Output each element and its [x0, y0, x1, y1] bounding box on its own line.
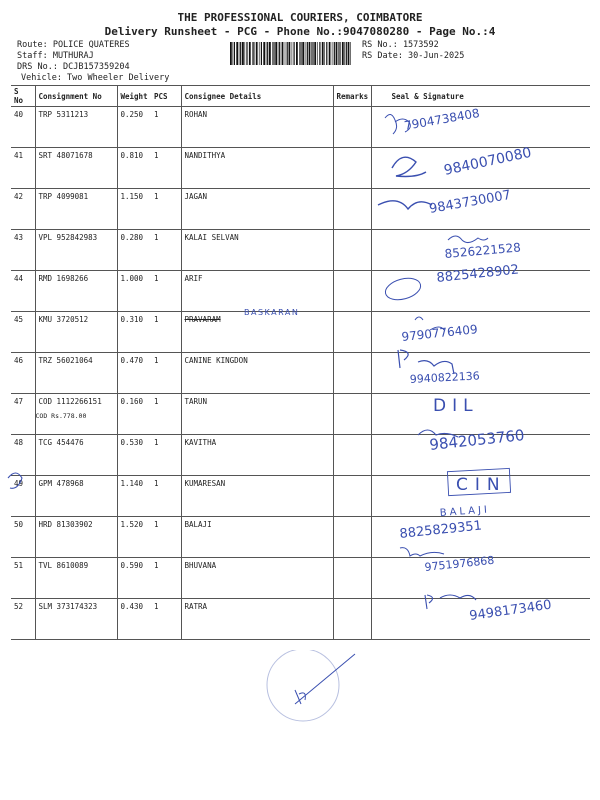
row-consignee — [181, 107, 333, 148]
row-seal-signature — [371, 353, 590, 394]
handwritten-phone: 9790776409 — [400, 322, 479, 344]
row-pcs-text: 1 — [154, 233, 159, 242]
row-remarks — [333, 476, 371, 517]
row-consignee — [181, 558, 333, 599]
row-sno — [11, 189, 35, 230]
row-sno — [11, 148, 35, 189]
handwritten-phone: 8526221528 — [444, 240, 522, 261]
row-consignee — [181, 435, 333, 476]
row-consignee-text: KALAI SELVAN — [184, 233, 239, 242]
table-row — [11, 189, 590, 230]
row-sno-text: 52 — [14, 602, 24, 611]
row-weight — [117, 107, 151, 148]
row-pcs-text: 1 — [154, 274, 159, 283]
handwritten-name: BALAJI — [439, 504, 491, 519]
row-consignment-no-text: VPL 952842983 — [38, 233, 98, 242]
table-row — [11, 353, 590, 394]
row-seal-signature — [371, 435, 590, 476]
row-consignment-no-text: TRZ 56021064 — [38, 356, 93, 365]
row-weight-text: 0.280 — [120, 233, 144, 242]
row-sno — [11, 435, 35, 476]
route-label: Route: POLICE QUATERES — [17, 40, 130, 50]
row-consignee-text: BHUVANA — [184, 561, 217, 570]
row-sno — [11, 230, 35, 271]
table-row — [11, 599, 590, 640]
seal-signature-stroke — [295, 654, 355, 704]
row-weight — [117, 312, 151, 353]
row-remarks — [333, 189, 371, 230]
row-remarks — [333, 312, 371, 353]
table-row — [11, 230, 590, 271]
row-consignee-text: TARUN — [184, 397, 208, 406]
row-remarks — [333, 517, 371, 558]
runsheet-table — [11, 85, 590, 640]
row-consignment-no-text: GPM 478968 — [38, 479, 84, 488]
row-consignee — [181, 312, 333, 353]
rs-number: RS No.: 1573592 — [362, 40, 439, 50]
row-weight — [117, 476, 151, 517]
row-sno-text: 47 — [14, 397, 24, 406]
row-weight — [117, 435, 151, 476]
row-weight-text: 0.810 — [120, 151, 144, 160]
handwritten-phone: 7904738408 — [403, 105, 481, 133]
row-pcs-text: 1 — [154, 479, 159, 488]
row-consignee-text: ROHAN — [184, 110, 208, 119]
row-pcs — [151, 271, 181, 312]
row-pcs — [151, 599, 181, 640]
row-weight — [117, 517, 151, 558]
row-weight — [117, 230, 151, 271]
row-consignment-no-text: TRP 4099081 — [38, 192, 89, 201]
row-consignee — [181, 148, 333, 189]
row-weight-text: 1.150 — [120, 192, 144, 201]
row-consignee — [181, 394, 333, 435]
row-consignment-no — [35, 517, 117, 558]
row-pcs-text: 1 — [154, 602, 159, 611]
handwritten-name-correction: BASKARAN — [244, 308, 300, 317]
row-consignment-no-text: RMD 1698266 — [38, 274, 89, 283]
drs-label: DRS No.: DCJB157359204 — [17, 62, 130, 72]
sheet-subtitle: Delivery Runsheet - PCG - Phone No.:9047080280 - Page No.:4 — [104, 25, 496, 38]
row-consignment-no — [35, 271, 117, 312]
row-weight-text: 1.000 — [120, 274, 144, 283]
row-seal-signature — [371, 189, 590, 230]
row-consignment-no — [35, 394, 117, 435]
vehicle-label: Vehicle: Two Wheeler Delivery — [21, 73, 170, 83]
row-seal-signature — [371, 476, 590, 517]
row-pcs-text: 1 — [154, 520, 159, 529]
col-remarks: Remarks — [333, 86, 371, 107]
barcode — [230, 42, 352, 65]
row-seal-signature — [371, 517, 590, 558]
row-remarks — [333, 394, 371, 435]
row-consignment-no — [35, 107, 117, 148]
row-pcs-text: 1 — [154, 561, 159, 570]
row-consignment-no — [35, 599, 117, 640]
row-pcs — [151, 189, 181, 230]
row-remarks — [333, 148, 371, 189]
row-sno-text: 44 — [14, 274, 24, 283]
row-consignee — [181, 271, 333, 312]
row-sno-text: 50 — [14, 520, 24, 529]
row-consignment-no — [35, 230, 117, 271]
row-seal-signature — [371, 394, 590, 435]
row-pcs-text: 1 — [154, 315, 159, 324]
row-consignment-no — [35, 189, 117, 230]
table-row — [11, 435, 590, 476]
row-consignment-no-text: TVL 8610089 — [38, 561, 89, 570]
table-row — [11, 394, 590, 435]
row-consignment-no-text: COD 1112266151 — [38, 397, 102, 406]
delivery-seal — [265, 650, 360, 730]
row-pcs — [151, 107, 181, 148]
staff-label: Staff: MUTHURAJ — [17, 51, 94, 61]
row-consignment-no — [35, 558, 117, 599]
row-consignee — [181, 599, 333, 640]
handwritten-phone: 9498173460 — [468, 597, 553, 624]
table-row — [11, 107, 590, 148]
row-pcs — [151, 230, 181, 271]
row-consignment-no-text: TRP 5311213 — [38, 110, 89, 119]
row-consignee — [181, 230, 333, 271]
row-seal-signature — [371, 148, 590, 189]
row-consignment-no — [35, 435, 117, 476]
row-sno-text: 40 — [14, 110, 24, 119]
handwritten-initials: DIL — [433, 396, 479, 416]
row-pcs — [151, 517, 181, 558]
row-weight-text: 1.520 — [120, 520, 144, 529]
row-pcs-text: 1 — [154, 356, 159, 365]
table-row — [11, 476, 590, 517]
table-row — [11, 517, 590, 558]
col-consignment: Consignment No — [35, 86, 117, 107]
table-row — [11, 148, 590, 189]
row-consignee — [181, 517, 333, 558]
row-pcs — [151, 353, 181, 394]
row-consignment-no — [35, 148, 117, 189]
row-consignment-no-text: SLM 373174323 — [38, 602, 98, 611]
handwritten-phone: 9842053760 — [428, 426, 526, 454]
row-sno — [11, 599, 35, 640]
row-consignee-text: KAVITHA — [184, 438, 217, 447]
row-consignee — [181, 189, 333, 230]
row-sno-text: 46 — [14, 356, 24, 365]
row-seal-signature — [371, 107, 590, 148]
row-consignment-no-text: SRT 48071678 — [38, 151, 93, 160]
row-sno-text: 43 — [14, 233, 24, 242]
row-pcs — [151, 435, 181, 476]
row-weight — [117, 599, 151, 640]
row-consignment-no-text: KMU 3720512 — [38, 315, 89, 324]
sheet-title: THE PROFESSIONAL COURIERS, COIMBATORE — [177, 11, 423, 24]
row-sno — [11, 558, 35, 599]
row-weight-text: 0.470 — [120, 356, 144, 365]
row-consignment-no — [35, 476, 117, 517]
row-consignee — [181, 476, 333, 517]
handwritten-phone: 9843730007 — [428, 187, 513, 217]
row-weight — [117, 394, 151, 435]
row-seal-signature — [371, 230, 590, 271]
row-weight-text: 1.140 — [120, 479, 144, 488]
row-remarks — [333, 353, 371, 394]
row-consignee-text: NANDITHYA — [184, 151, 226, 160]
row-consignee-text: CANINE KINGDON — [184, 356, 248, 365]
row-sno-text: 41 — [14, 151, 24, 160]
row-pcs-text: 1 — [154, 110, 159, 119]
row-remarks — [333, 230, 371, 271]
row-pcs-text: 1 — [154, 397, 159, 406]
row-consignment-no — [35, 353, 117, 394]
row-remarks — [333, 435, 371, 476]
row-weight — [117, 189, 151, 230]
row-sno — [11, 476, 35, 517]
row-remarks — [333, 271, 371, 312]
row-consignee-text: JAGAN — [184, 192, 208, 201]
row-sno-text: 51 — [14, 561, 24, 570]
row-consignment-no-text: TCG 454476 — [38, 438, 84, 447]
row-pcs — [151, 558, 181, 599]
row-pcs — [151, 476, 181, 517]
row-pcs — [151, 148, 181, 189]
row-sno-text: 49 — [14, 479, 24, 488]
row-seal-signature — [371, 558, 590, 599]
handwritten-phone: 9840070080 — [442, 144, 533, 179]
row-pcs-text: 1 — [154, 151, 159, 160]
col-weight: Weight — [117, 86, 151, 107]
row-weight-text: 0.310 — [120, 315, 144, 324]
row-sno — [11, 394, 35, 435]
table-row — [11, 558, 590, 599]
col-pcs: PCS — [151, 86, 181, 107]
row-weight — [117, 148, 151, 189]
row-consignee — [181, 353, 333, 394]
handwritten-phone: 8825829351 — [398, 518, 483, 542]
row-weight-text: 0.430 — [120, 602, 144, 611]
row-sno-text: 48 — [14, 438, 24, 447]
row-weight-text: 0.590 — [120, 561, 144, 570]
row-weight-text: 0.530 — [120, 438, 144, 447]
table-row — [11, 271, 590, 312]
row-pcs-text: 1 — [154, 192, 159, 201]
table-row — [11, 312, 590, 353]
row-consignment-no-text: HRD 81303902 — [38, 520, 93, 529]
handwritten-phone: 8825428902 — [435, 262, 520, 286]
table-header-row — [11, 86, 590, 107]
col-sno: S No — [11, 86, 35, 107]
row-pcs — [151, 394, 181, 435]
row-consignee-text: PRAVARAM — [184, 315, 221, 324]
row-sno — [11, 107, 35, 148]
row-sno — [11, 517, 35, 558]
row-weight-text: 0.160 — [120, 397, 144, 406]
row-pcs — [151, 312, 181, 353]
row-seal-signature — [371, 312, 590, 353]
row-sno — [11, 353, 35, 394]
row-sno-text: 45 — [14, 315, 24, 324]
row-consignee-text: BALAJI — [184, 520, 212, 529]
row-consignee-text: KUMARESAN — [184, 479, 226, 488]
row-sno — [11, 271, 35, 312]
row-seal-signature — [371, 599, 590, 640]
row-sno — [11, 312, 35, 353]
seal-circle — [267, 650, 339, 721]
row-pcs-text: 1 — [154, 438, 159, 447]
row-sno-text: 42 — [14, 192, 24, 201]
row-remarks — [333, 599, 371, 640]
row-weight — [117, 353, 151, 394]
col-consignee: Consignee Details — [181, 86, 333, 107]
cod-amount: COD Rs.778.00 — [35, 412, 87, 420]
handwritten-phone: 9751976868 — [423, 553, 495, 574]
row-consignee-text: RATRA — [184, 602, 208, 611]
rs-date: RS Date: 30-Jun-2025 — [362, 51, 465, 61]
row-weight-text: 0.250 — [120, 110, 144, 119]
row-seal-signature — [371, 271, 590, 312]
row-weight — [117, 271, 151, 312]
handwritten-initials: CIN — [456, 475, 507, 495]
row-consignee-text: ARIF — [184, 274, 203, 283]
col-seal-signature: Seal & Signature — [371, 86, 590, 107]
row-consignment-no — [35, 312, 117, 353]
row-weight — [117, 558, 151, 599]
row-remarks — [333, 107, 371, 148]
handwritten-phone: 9940822136 — [409, 369, 481, 386]
row-remarks — [333, 558, 371, 599]
